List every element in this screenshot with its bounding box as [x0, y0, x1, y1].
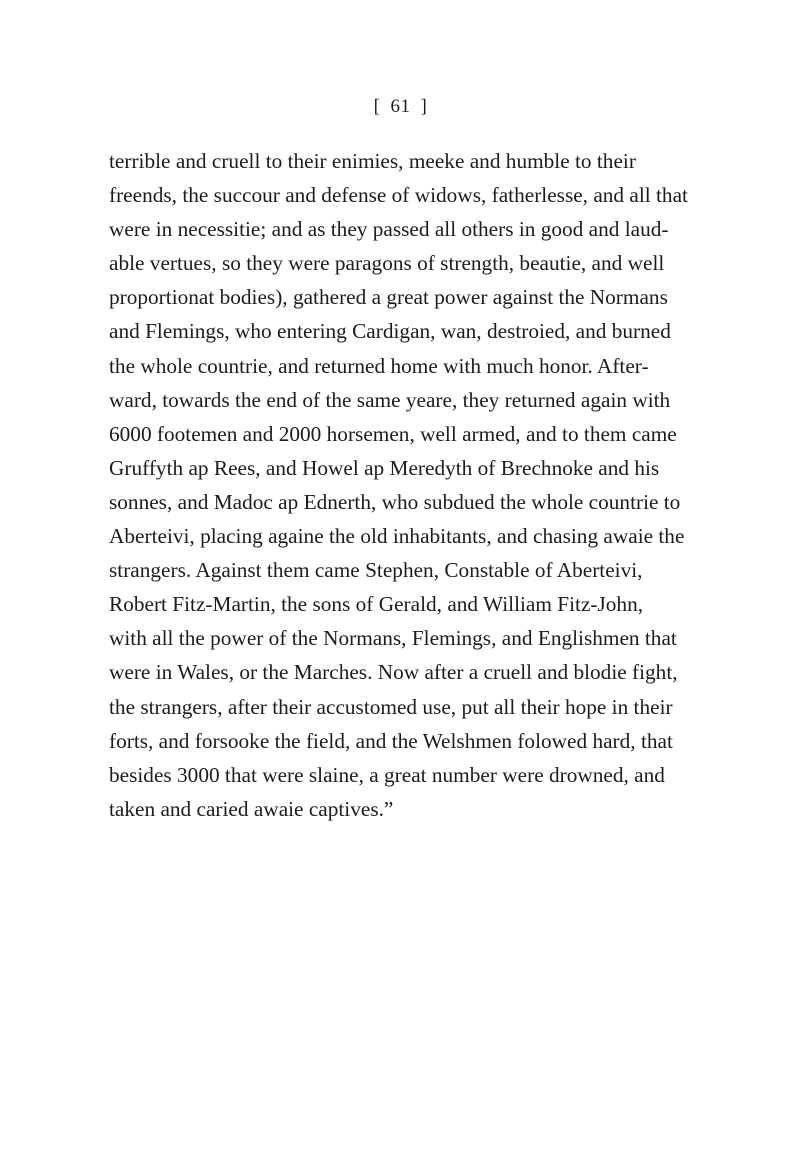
page-number [0, 94, 801, 120]
text-line: the whole countrie, and returned home with much honor. After- [109, 353, 649, 378]
text-line: strangers. Against them came Stephen, Constable of Aberteivi, [109, 558, 643, 583]
text-line: Gruffyth ap Rees, and Howel ap Meredyth of Brechnoke and his [109, 455, 660, 480]
text-line: Robert Fitz-Martin, the sons of Gerald, and William Fitz-John, [109, 592, 644, 617]
text-line: forts, and forsooke the field, and the Welshmen folowed hard, that [109, 728, 673, 753]
text-line: taken and caried awaie captives.” [109, 796, 394, 821]
text-line: terrible and cruell to their enimies, meeke and humble to their [109, 149, 636, 173]
text-line: sonnes, and Madoc ap Ednerth, who subdued the whole countrie to [109, 489, 681, 514]
body-text [109, 144, 688, 826]
text-line: and Flemings, who entering Cardigan, wan, destroied, and burned [109, 319, 671, 344]
text-line: were in Wales, or the Marches. Now after a cruell and blodie fight, [109, 660, 678, 685]
text-line: were in necessitie; and as they passed all others in good and laud- [109, 217, 669, 242]
text-line: 6000 footemen and 2000 horsemen, well armed, and to them came [109, 421, 677, 446]
text-line: Aberteivi, placing againe the old inhabitants, and chasing awaie the [109, 524, 685, 549]
text-line: besides 3000 that were slaine, a great number were drowned, and [109, 762, 665, 787]
text-line: ward, towards the end of the same yeare, they returned again with [109, 387, 671, 412]
text-line: proportionat bodies), gathered a great power against the Normans [109, 285, 668, 310]
text-line: with all the power of the Normans, Flemings, and Englishmen that [109, 626, 677, 651]
text-line: the strangers, after their accustomed use, put all their hope in their [109, 694, 673, 719]
text-line: freends, the succour and defense of widows, fatherlesse, and all that [109, 183, 688, 208]
page-number-bracket-open: [ [373, 96, 381, 117]
text-line: able vertues, so they were paragons of strength, beautie, and well [109, 251, 665, 276]
page-number-value: 61 [390, 96, 411, 117]
page-number-bracket-close: ] [420, 96, 428, 117]
